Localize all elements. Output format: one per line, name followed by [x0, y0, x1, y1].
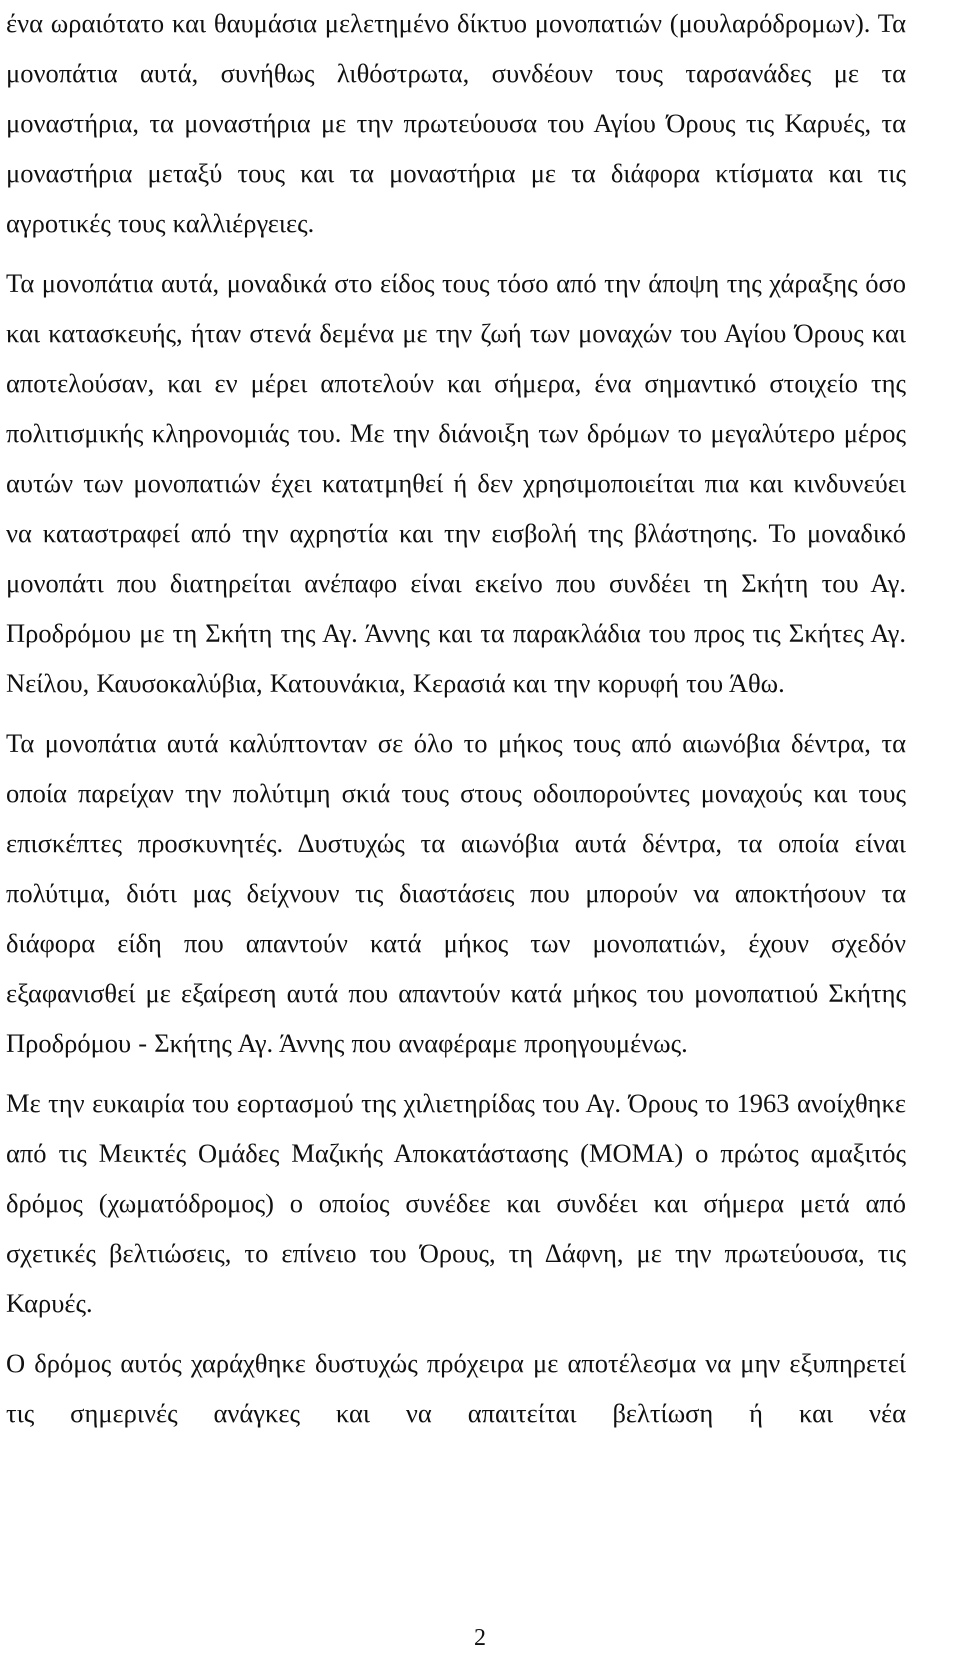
paragraph-1: ένα ωραιότατο και θαυμάσια μελετημένο δίκτυο μονοπατιών (μουλαρόδρομων). Τα μονοπάτια αυτά, συνήθως λιθόστρωτα, συνδέουν τους ταρσανάδες με τα μοναστήρια, τα μοναστήρια με την πρωτεύουσα του Αγίου Όρους τις Καρυές, τα μοναστήρια μεταξύ τους και τα μοναστήρια με τα διάφορα κτίσματα και τις αγροτικές τους καλλιέργειες. [6, 8, 906, 238]
paragraph-3: Τα μονοπάτια αυτά καλύπτονταν σε όλο το μήκος τους από αιωνόβια δέντρα, τα οποία παρείχαν την πολύτιμη σκιά τους στους οδοιπορούντες μοναχούς και τους επισκέπτες προσκυνητές. Δυστυχώς τα αιωνόβια αυτά δέντρα, τα οποία είναι πολύτιμα, διότι μας δείχνουν τις διαστάσεις που μπορούν να αποκτήσουν τα διάφορα είδη που απαντούν κατά μήκος των μονοπατιών, έχουν σχεδόν εξαφανισθεί με εξαίρεση αυτά που απαντούν κατά μήκος του μονοπατιού Σκήτης Προδρόμου - Σκήτης Αγ. Άννης που αναφέραμε προηγουμένως. [6, 728, 906, 1058]
paragraph-4: Με την ευκαιρία του εορτασμού της χιλιετηρίδας του Αγ. Όρους το 1963 ανοίχθηκε από τις Μεικτές Ομάδες Μαζικής Αποκατάστασης (ΜΟΜΑ) ο πρώτος αμαξιτός δρόμος (χωματόδρομος) ο οποίος συνέδεε και συνδέει και σήμερα μετά από σχετικές βελτιώσεις, το επίνειο του Όρους, τη Δάφνη, με την πρωτεύουσα, τις Καρυές. [6, 1088, 906, 1318]
body-text [6, 0, 906, 1448]
paragraph-5: Ο δρόμος αυτός χαράχθηκε δυστυχώς πρόχειρα με αποτέλεσμα να μην εξυπηρετεί τις σημερινές ανάγκες και να απαιτείται βελτίωση ή και νέα [6, 1348, 906, 1428]
page-number: 2 [474, 1625, 486, 1651]
paragraph-2: Τα μονοπάτια αυτά, μοναδικά στο είδος τους τόσο από την άποψη της χάραξης όσο και κατασκευής, ήταν στενά δεμένα με την ζωή των μοναχών του Αγίου Όρους και αποτελούσαν, και εν μέρει αποτελούν και σήμερα, ένα σημαντικό στοιχείο της πολιτισμικής κληρονομιάς του. Με την διάνοιξη των δρόμων το μεγαλύτερο μέρος αυτών των μονοπατιών έχει κατατμηθεί ή δεν χρησιμοποιείται πια και κινδυνεύει να καταστραφεί από την αχρηστία και την εισβολή της βλάστησης. Το μοναδικό μονοπάτι που διατηρείται ανέπαφο είναι εκείνο που συνδέει τη Σκήτη του Αγ. Προδρόμου με τη Σκήτη της Αγ. Άννης και τα παρακλάδια του προς τις Σκήτες Αγ. Νείλου, Καυσοκαλύβια, Κατουνάκια, Κερασιά και την κορυφή του Άθω. [6, 268, 906, 698]
